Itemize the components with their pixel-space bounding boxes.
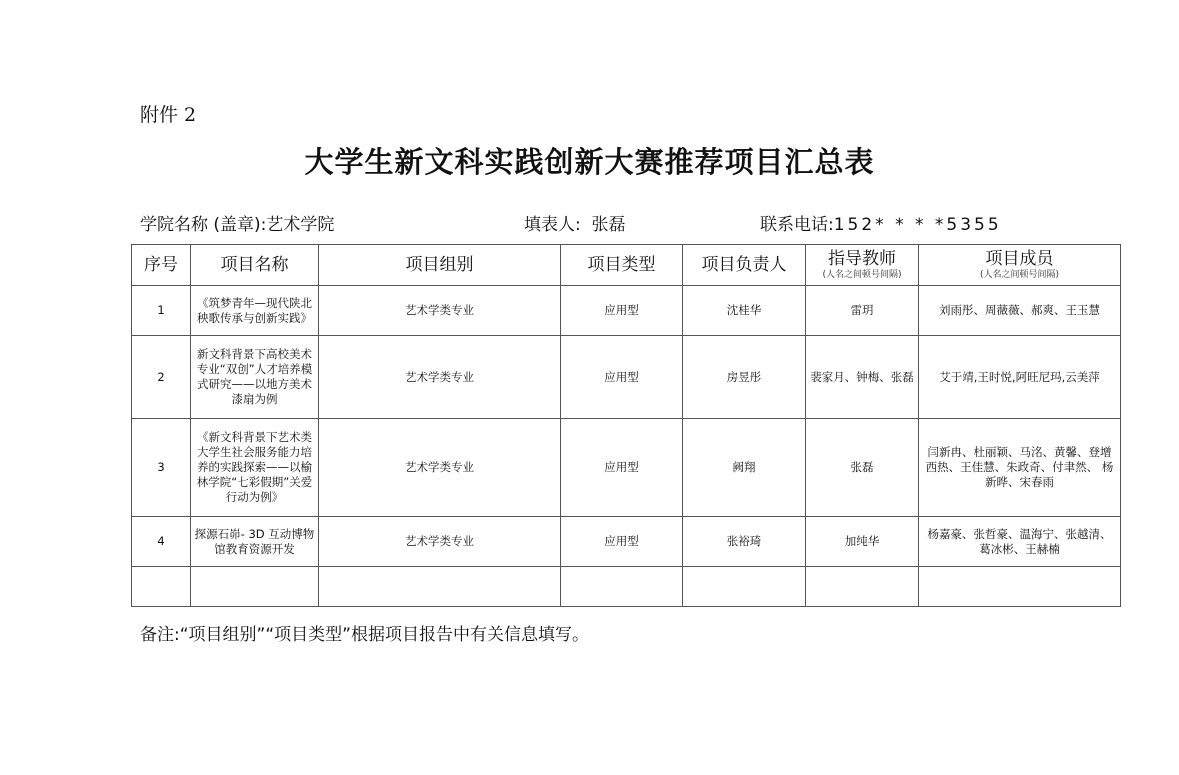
cell-index: 4 bbox=[132, 517, 191, 567]
filler-value: 张磊 bbox=[591, 215, 626, 235]
table-row-empty bbox=[132, 567, 1121, 607]
school-value: 艺术学院 bbox=[266, 215, 335, 235]
cell-members: 刘雨彤、周薇薇、郝爽、王玉慧 bbox=[919, 286, 1121, 336]
cell-project-group: 艺术学类专业 bbox=[319, 336, 561, 419]
filler-info bbox=[524, 210, 626, 235]
header-project-group: 项目组别 bbox=[319, 245, 561, 286]
cell-index bbox=[132, 567, 191, 607]
header-advisor-note: (人名之间顿号间隔) bbox=[822, 270, 902, 280]
cell-project-group: 艺术学类专业 bbox=[319, 419, 561, 517]
cell-members bbox=[919, 567, 1121, 607]
phone-info bbox=[760, 210, 1002, 235]
header-advisor bbox=[806, 245, 919, 286]
cell-project-leader: 房昱彤 bbox=[683, 336, 806, 419]
table-row bbox=[132, 419, 1121, 517]
cell-members: 闫新冉、杜丽颖、马洺、黄馨、登增西热、王佳慧、朱政奇、付聿然、 杨新晔、宋春雨 bbox=[919, 419, 1121, 517]
cell-advisor: 雷玥 bbox=[806, 286, 919, 336]
project-summary-table bbox=[131, 244, 1121, 607]
header-project-leader: 项目负责人 bbox=[683, 245, 806, 286]
cell-index: 1 bbox=[132, 286, 191, 336]
cell-project-name: 《筑梦青年—现代陕北秧歌传承与创新实践》 bbox=[191, 286, 319, 336]
cell-index: 2 bbox=[132, 336, 191, 419]
header-index: 序号 bbox=[132, 245, 191, 286]
table-row bbox=[132, 336, 1121, 419]
cell-project-group: 艺术学类专业 bbox=[319, 286, 561, 336]
cell-project-type: 应用型 bbox=[561, 419, 683, 517]
school-info bbox=[140, 210, 334, 235]
cell-project-type bbox=[561, 567, 683, 607]
cell-project-leader bbox=[683, 567, 806, 607]
cell-project-leader: 阙翔 bbox=[683, 419, 806, 517]
header-members bbox=[919, 245, 1121, 286]
header-project-name: 项目名称 bbox=[191, 245, 319, 286]
cell-project-name: 探源石峁- 3D 互动博物馆教育资源开发 bbox=[191, 517, 319, 567]
header-members-note: (人名之间顿号间隔) bbox=[979, 270, 1060, 280]
cell-project-type: 应用型 bbox=[561, 336, 683, 419]
cell-project-type: 应用型 bbox=[561, 286, 683, 336]
school-label: 学院名称 (盖章): bbox=[140, 215, 267, 235]
header-members-label: 项目成员 bbox=[985, 249, 1054, 269]
cell-project-name bbox=[191, 567, 319, 607]
cell-project-leader: 张裕琦 bbox=[683, 517, 806, 567]
cell-advisor: 加纯华 bbox=[806, 517, 919, 567]
attachment-label: 附件 2 bbox=[140, 104, 197, 126]
cell-advisor: 张磊 bbox=[806, 419, 919, 517]
table-row bbox=[132, 286, 1121, 336]
page-title: 大学生新文科实践创新大赛推荐项目汇总表 bbox=[304, 145, 875, 179]
cell-project-group bbox=[319, 567, 561, 607]
cell-advisor bbox=[806, 567, 919, 607]
cell-project-leader: 沈桂华 bbox=[683, 286, 806, 336]
cell-project-name: 新文科背景下高校美术专业“双创”人才培养模式研究——以地方美术漆扇为例 bbox=[191, 336, 319, 419]
table-header-row bbox=[132, 245, 1121, 286]
header-project-type: 项目类型 bbox=[561, 245, 683, 286]
cell-index: 3 bbox=[132, 419, 191, 517]
phone-label: 联系电话: bbox=[760, 215, 834, 235]
cell-project-name: 《新文科背景下艺术类大学生社会服务能力培养的实践探索——以榆林学院“七彩假期”关爱行动为例》 bbox=[191, 419, 319, 517]
cell-advisor: 裴家月、钟梅、张磊 bbox=[806, 336, 919, 419]
table-row bbox=[132, 517, 1121, 567]
cell-members: 艾于靖,王时悦,阿旺尼玛,云美萍 bbox=[919, 336, 1121, 419]
cell-project-type: 应用型 bbox=[561, 517, 683, 567]
cell-project-group: 艺术学类专业 bbox=[319, 517, 561, 567]
cell-members: 杨嘉豪、张哲豪、温海宁、张越清、葛冰彬、王赫楠 bbox=[919, 517, 1121, 567]
header-advisor-label: 指导教师 bbox=[828, 249, 896, 269]
footer-note: 备注:“项目组别”“项目类型”根据项目报告中有关信息填写。 bbox=[140, 625, 589, 645]
filler-label: 填表人: bbox=[524, 215, 581, 235]
phone-value: 152* * * *5355 bbox=[833, 215, 1002, 235]
